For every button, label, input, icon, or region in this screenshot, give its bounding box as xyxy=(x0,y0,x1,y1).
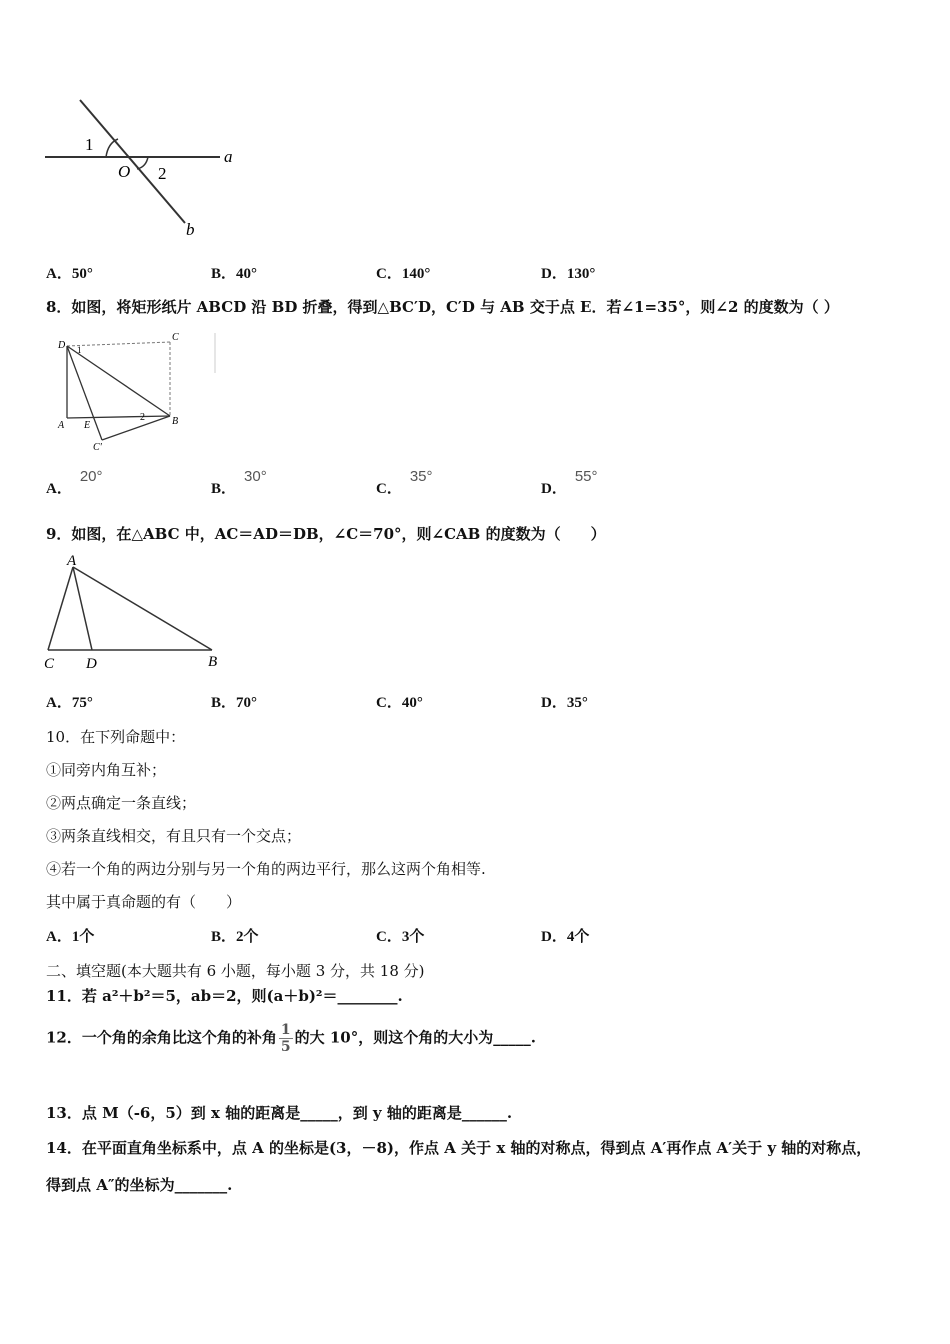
q10-option-c[interactable]: C．3个 xyxy=(376,929,425,945)
q10-stem: 10．在下列命题中： xyxy=(46,728,186,746)
label-b: b xyxy=(186,220,195,239)
label-b: B xyxy=(172,416,179,427)
q14-line-2: 得到点 A″的坐标为_______. xyxy=(46,1176,233,1194)
label-c: C xyxy=(172,332,179,343)
q13: 13．点 M（-6，5）到 x 轴的距离是_____，到 y 轴的距离是______. xyxy=(46,1104,513,1122)
fraction-numerator: 1 xyxy=(280,1022,291,1038)
option-letter: B． xyxy=(211,481,237,497)
label-angle-1: 1 xyxy=(77,345,82,355)
q7-option-c[interactable]: C．140° xyxy=(376,266,431,282)
q10-option-d[interactable]: D．4个 xyxy=(541,929,590,945)
label-2: 2 xyxy=(158,164,167,183)
q12-text-before: 12．一个角的余角比这个角的补角 xyxy=(46,1028,277,1047)
q9-option-c[interactable]: C．40° xyxy=(376,695,423,711)
side-ab xyxy=(73,567,212,650)
option-letter: A． xyxy=(46,481,72,497)
label-angle-2: 2 xyxy=(140,412,145,423)
dashed-dc xyxy=(67,342,170,346)
q9-option-a[interactable]: A．75° xyxy=(46,695,93,711)
q9-stem: 9．如图，在△ABC 中，AC＝AD＝DB，∠C＝70°，则∠CAB 的度数为（ ） xyxy=(46,525,606,543)
option-letter: C． xyxy=(376,481,402,497)
label-a: A xyxy=(67,553,77,569)
q12 xyxy=(46,1022,536,1055)
q8-option-c[interactable] xyxy=(376,468,433,498)
q12-fraction xyxy=(279,1022,293,1055)
label-1: 1 xyxy=(85,135,94,154)
fraction-denominator: 5 xyxy=(280,1039,291,1055)
q7-option-b[interactable]: B．40° xyxy=(211,266,258,282)
diagonal-db xyxy=(67,346,170,416)
q9-option-b[interactable]: B．70° xyxy=(211,695,258,711)
q7-option-d[interactable]: D．130° xyxy=(541,266,596,282)
q8-figure xyxy=(50,328,220,453)
option-value: 55° xyxy=(574,468,598,485)
side-c-prime-b xyxy=(102,416,170,440)
q12-text-after: 的大 10°，则这个角的大小为_____. xyxy=(294,1028,536,1047)
q8-option-d[interactable] xyxy=(541,468,598,498)
label-e: E xyxy=(84,420,91,431)
label-a: a xyxy=(224,147,233,166)
label-d: D xyxy=(86,656,97,672)
option-value: 20° xyxy=(79,468,103,485)
q10-item-4: ④若一个角的两边分别与另一个角的两边平行，那么这两个角相等. xyxy=(46,860,486,878)
label-b: B xyxy=(208,654,218,670)
q8-option-a[interactable] xyxy=(46,468,103,498)
q10-item-1: ①同旁内角互补； xyxy=(46,761,167,779)
label-o: O xyxy=(118,162,131,181)
q10-option-b[interactable]: B．2个 xyxy=(211,929,259,945)
q7-option-a[interactable]: A．50° xyxy=(46,266,93,282)
q9-option-d[interactable]: D．35° xyxy=(541,695,588,711)
side-ac xyxy=(48,567,73,650)
q9-figure xyxy=(40,550,230,675)
side-ad xyxy=(73,567,92,650)
label-a: A xyxy=(58,420,65,431)
section-2-heading: 二、填空题(本大题共有 6 小题，每小题 3 分，共 18 分) xyxy=(46,962,425,980)
option-value: 30° xyxy=(244,468,267,485)
q14-line-1: 14．在平面直角坐标系中，点 A 的坐标是(3，－8)，作点 A 关于 x 轴的对称点，得到点 A′再作点 A′关于 y 轴的对称点， xyxy=(46,1139,872,1157)
q10-item-2: ②两点确定一条直线； xyxy=(46,794,197,812)
q10-item-3: ③两条直线相交，有且只有一个交点； xyxy=(46,827,302,845)
label-c: C xyxy=(44,656,55,672)
q8-stem: 8．如图，将矩形纸片 ABCD 沿 BD 折叠，得到△BC′D，C′D 与 AB 交于点 E．若∠1=35°，则∠2 的度数为（ ） xyxy=(46,298,839,316)
q7-figure xyxy=(40,95,250,240)
q11: 11．若 a²＋b²＝5，ab＝2，则(a＋b)²＝________. xyxy=(46,987,403,1005)
label-d: D xyxy=(58,340,66,351)
line-b xyxy=(80,100,185,223)
label-c-prime: C' xyxy=(93,442,102,453)
side-ab xyxy=(67,416,170,418)
option-value: 35° xyxy=(409,468,433,485)
q8-option-b[interactable] xyxy=(211,468,267,498)
q10-option-a[interactable]: A．1个 xyxy=(46,929,95,945)
q10-question: 其中属于真命题的有（ ） xyxy=(46,893,242,911)
option-letter: D． xyxy=(541,481,567,497)
